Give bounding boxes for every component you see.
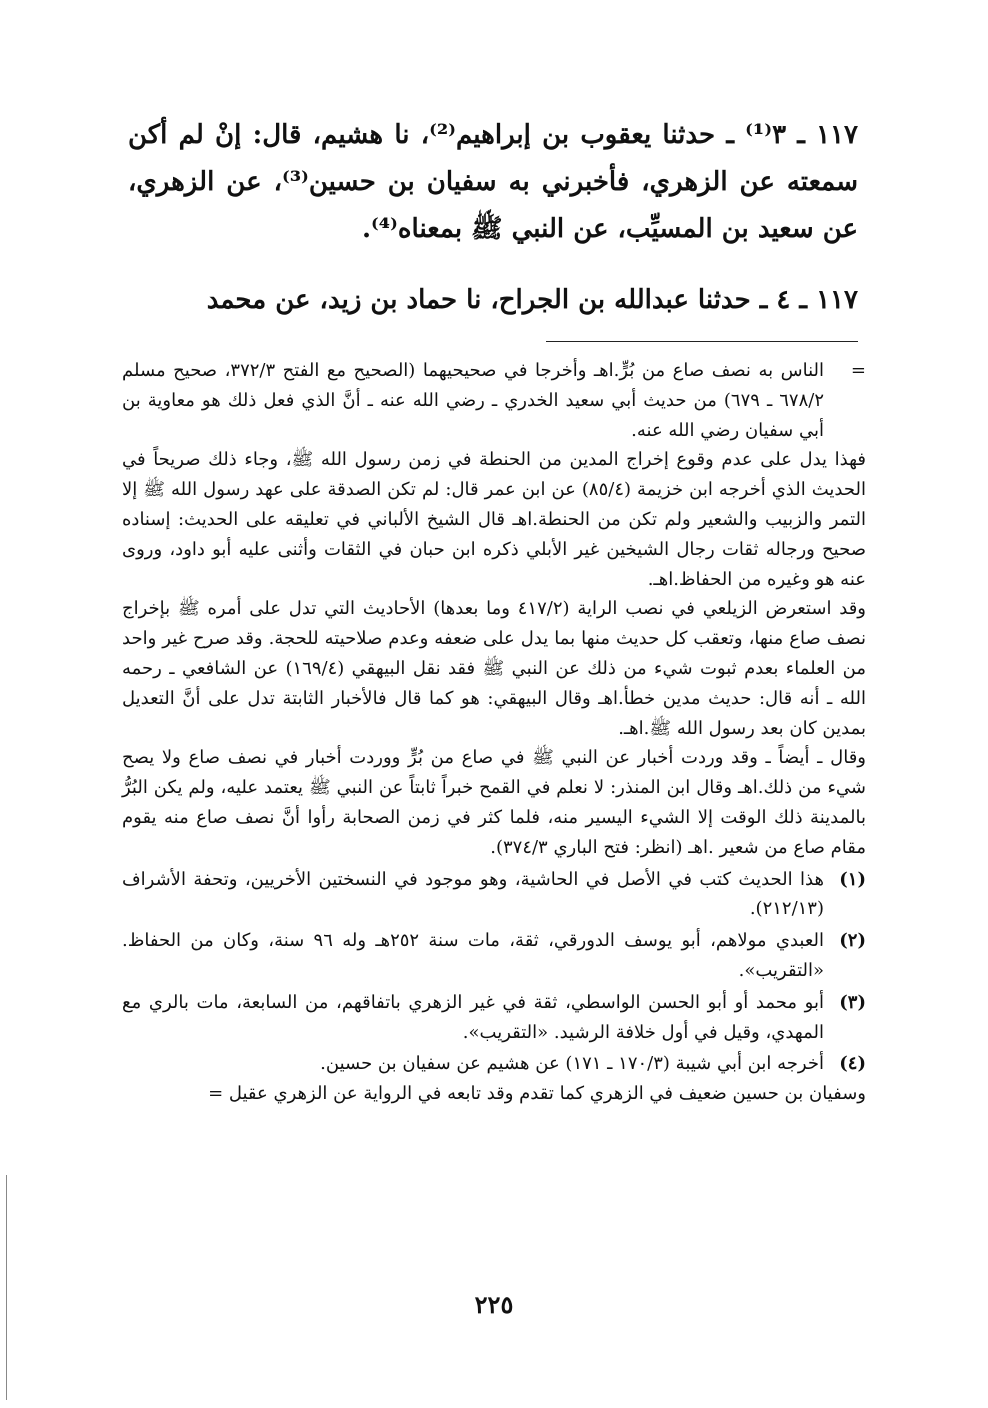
footnote-text: أبو محمد أو أبو الحسن الواسطي، ثقة في غير الزهري باتفاقهم، من السابعة، مات بالري مع المهدي، وقيل في أول خلافة الرشيد. «التقريب». xyxy=(122,991,824,1043)
footnote-text: هذا الحديث كتب في الأصل في الحاشية، وهو موجود في النسختين الأخريين، وتحفة الأشراف (٢١٢/١٣). xyxy=(122,868,824,920)
hadith-paragraph-1: ١١٧ ـ ٣⁽¹⁾ ـ حدثنا يعقوب بن إبراهيم⁽²⁾، نا هشيم، قال: إنْ لم أكن سمعته عن الزهري، فأخبرني به سفيان بن حسين⁽³⁾، عن الزهري، عن سعيد بن المسيِّب، عن النبي ﷺ بمعناه⁽⁴⁾. xyxy=(128,120,858,244)
footnote-continuation xyxy=(122,356,866,863)
footnote-text: العبدي مولاهم، أبو يوسف الدورقي، ثقة، مات سنة ٢٥٢هـ وله ٩٦ سنة، وكان من الحفاظ. «التقريب». xyxy=(122,930,825,981)
footnote-continuation-para-1 xyxy=(122,356,866,445)
footnote-3 xyxy=(122,988,866,1048)
footnote-number: (٢) xyxy=(839,930,866,952)
footnote-continuation-para-4: وقال ـ أيضاً ـ وقد وردت أخبار عن النبي ﷺ في صاع من بُرٍّ ووردت أخبار في نصف صاع ولا يصح شيء من ذلك.اهـ وقال ابن المنذر: لا نعلم في القمح خبراً ثابتاً عن النبي ﷺ يعتمد عليه، ولم يكن البُرُّ بالمدينة ذلك الوقت إلا الشيء اليسير منه، فلما كثر في زمن الصحابة رأوا أنَّ نصف صاع منه يقوم مقام صاع من شعير .اهـ (انظر: فتح الباري ٣٧٤/٣). xyxy=(122,747,866,858)
footnote-2 xyxy=(122,926,866,986)
footnote-separator xyxy=(546,341,858,342)
footnote-1 xyxy=(122,865,866,925)
footnote-number: (٤) xyxy=(839,1053,866,1075)
continuation-marker: = xyxy=(850,360,866,381)
footnote-4-continuation: وسفيان بن حسين ضعيف في الزهري كما تقدم وقد تابعه في الرواية عن الزهري عقيل = xyxy=(208,1083,866,1105)
page-number: ٢٢٥ xyxy=(474,1290,514,1319)
footnote-text: أخرجه ابن أبي شيبة (١٧٠/٣ ـ ١٧١) عن هشيم عن سفيان بن حسين. xyxy=(320,1053,824,1075)
footnote-4 xyxy=(122,1049,866,1079)
main-text xyxy=(128,112,858,324)
footnote-number: (٣) xyxy=(839,991,866,1013)
footnotes xyxy=(122,356,866,1109)
scan-margin-line xyxy=(6,1175,7,1400)
footnote-continuation-para-2: فهذا يدل على عدم وقوع إخراج المدين من الحنطة في زمن رسول الله ﷺ، وجاء ذلك صريحاً في الحديث الذي أخرجه ابن خزيمة (٨٥/٤) عن ابن عمر قال: لم تكن الصدقة على عهد رسول الله ﷺ إلا التمر والزبيب والشعير ولم تكن من الحنطة.اهـ قال الشيخ الألباني في تعليقه على الحديث: إسناده صحيح ورجاله ثقات رجال الشيخين غير الأبلي ذكره ابن حبان في الثقات وأثنى عليه أبو داود، وروى عنه هو وغيره من الحفاظ.اهـ. xyxy=(122,449,866,590)
footnote-continuation-para-3: وقد استعرض الزيلعي في نصب الراية (٤١٧/٢ وما بعدها) الأحاديث التي تدل على أمره ﷺ بإخراج نصف صاع منها، وتعقب كل حديث منها بما يدل على ضعفه وعدم صلاحيته للحجة. وقد صرح غير واحد من العلماء بعدم ثبوت شيء من ذلك عن النبي ﷺ فقد نقل البيهقي (١٦٩/٤) عن الشافعي ـ رحمه الله ـ أنه قال: حديث مدين خطأ.اهـ وقال البيهقي: هو كما قال فالأخبار الثابتة تدل على أنَّ التعديل بمدين كان بعد رسول الله ﷺ.اهـ. xyxy=(122,598,866,739)
footnote-number: (١) xyxy=(839,868,866,890)
continuation-text-1: الناس به نصف صاع من بُرٍّ.اهـ وأخرجا في صحيحيهما (الصحيح مع الفتح ٣٧٢/٣، صحيح مسلم ٦٧٨/٢ ـ ٦٧٩) من حديث أبي سعيد الخدري ـ رضي الله عنه ـ أنَّ الذي فعل ذلك هو معاوية بن أبي سفيان رضي الله عنه. xyxy=(122,360,825,441)
hadith-paragraph-2: ١١٧ ـ ٤ ـ حدثنا عبدالله بن الجراح، نا حماد بن زيد، عن محمد xyxy=(206,285,858,315)
